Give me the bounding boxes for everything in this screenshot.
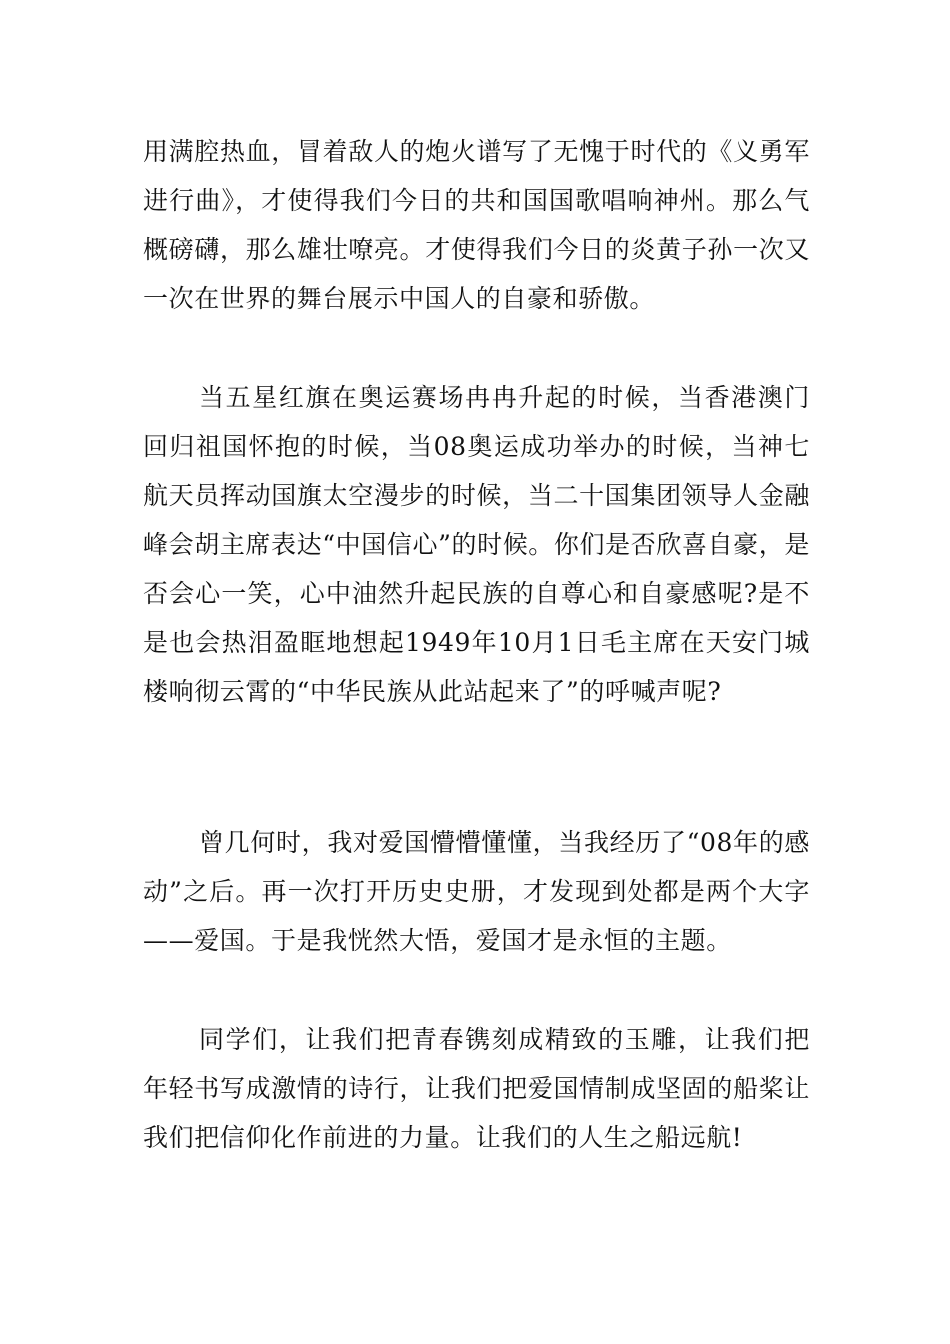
paragraph-1: 用满腔热血，冒着敌人的炮火谱写了无愧于时代的《义勇军进行曲》，才使得我们今日的共和国国歌唱响神州。那么气概磅礴，那么雄壮嘹亮。才使得我们今日的炎黄子孙一次又一次在世界的舞台展示中国人的自豪和骄傲。 (143, 137, 810, 313)
paragraph-3: 曾几何时，我对爱国懵懵懂懂，当我经历了“08年的感动”之后。再一次打开历史史册，才发现到处都是两个大字——爱国。于是我恍然大悟，爱国才是永恒的主题。 (143, 828, 810, 955)
paragraph-2: 当五星红旗在奥运赛场冉冉升起的时候，当香港澳门回归祖国怀抱的时候，当08奥运成功举办的时候，当神七航天员挥动国旗太空漫步的时候，当二十国集团领导人金融峰会胡主席表达“中国信心”的时候。你们是否欣喜自豪，是否会心一笑，心中油然升起民族的自尊心和自豪感呢?是不是也会热泪盈眶地想起1949年10月1日毛主席在天安门城楼响彻云霄的“中华民族从此站起来了”的呼喊声呢? (143, 383, 810, 706)
paragraph-4: 同学们，让我们把青春镌刻成精致的玉雕，让我们把年轻书写成激情的诗行，让我们把爱国情制成坚固的船桨让我们把信仰化作前进的力量。让我们的人生之船远航! (143, 1025, 810, 1152)
